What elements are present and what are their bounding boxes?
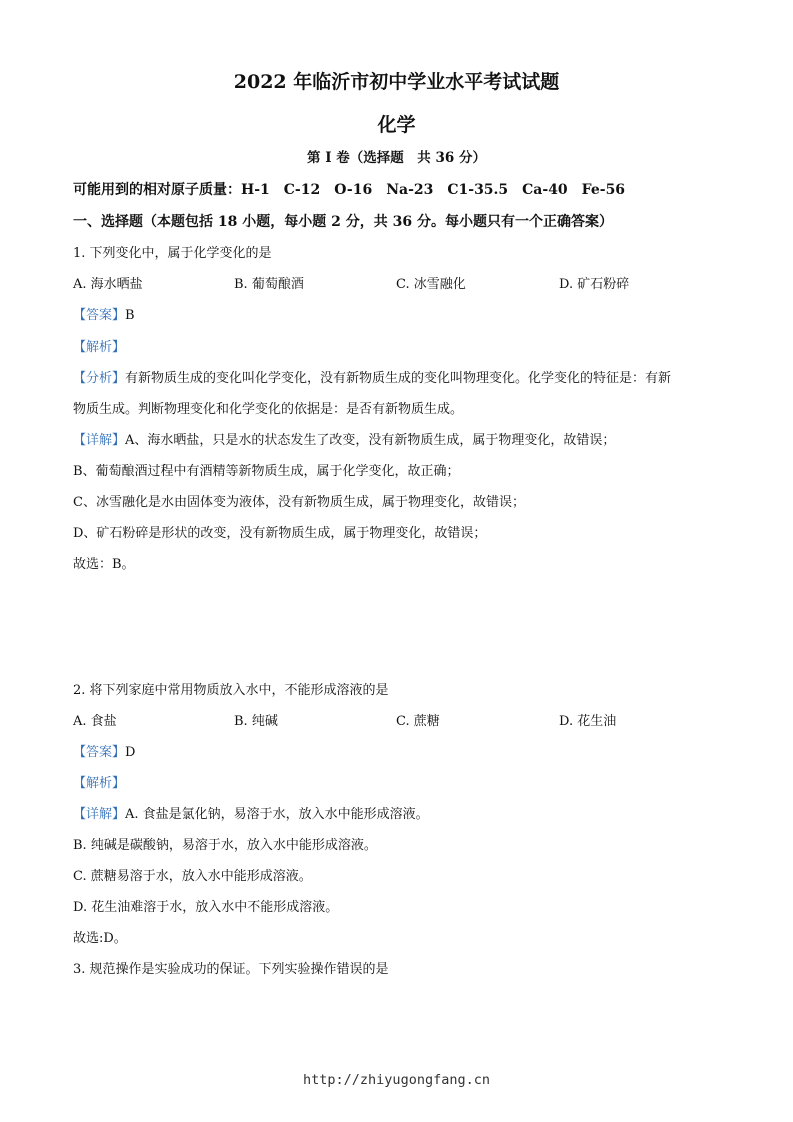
detail-label: 【详解】 (73, 433, 126, 448)
q1-detail-a: A、海水晒盐，只是水的状态发生了改变，没有新物质生成，属于物理变化，故错误； (125, 433, 616, 448)
answer-label: 【答案】 (73, 308, 126, 323)
answer-label: 【答案】 (73, 745, 126, 760)
q2-option-d: D. 花生油 (559, 714, 617, 729)
q2-answer-value: D (125, 745, 136, 760)
q1-detail-b: B、葡萄酿酒过程中有酒精等新物质生成，属于化学变化，故正确； (73, 464, 460, 479)
q2-detail-d: D. 花生油难溶于水，放入水中不能形成溶液。 (73, 900, 339, 915)
q1-answer-value: B (125, 308, 135, 323)
exam-title: 2022 年临沂市初中学业水平考试试题 (233, 71, 560, 93)
q2-detail-a: A. 食盐是氯化钠，易溶于水，放入水中能形成溶液。 (125, 807, 429, 822)
q1-analysis-label: 【解析】 (73, 340, 126, 355)
q1-fenxi-line-1 (73, 372, 671, 385)
q1-fenxi-line-2: 物质生成。判断物理变化和化学变化的依据是：是否有新物质生成。 (73, 402, 464, 417)
section-heading: 一、选择题（本题包括 18 小题，每小题 2 分，共 36 分。每小题只有一个正确答案） (73, 214, 613, 230)
q2-conclusion: 故选:D。 (73, 931, 127, 946)
q1-option-c: C. 冰雪融化 (396, 277, 466, 292)
q1-conclusion: 故选：B。 (73, 557, 135, 572)
q2-option-c: C. 蔗糖 (396, 714, 440, 729)
subject-title: 化学 (377, 114, 416, 136)
q1-detail-a-line (73, 434, 615, 447)
q2-option-b: B. 纯碱 (234, 714, 278, 729)
q1-option-a: A. 海水晒盐 (73, 277, 143, 292)
footer-url: http://zhiyugongfang.cn (303, 1072, 490, 1088)
q2-answer-line (73, 746, 135, 759)
q1-stem: 1. 下列变化中，属于化学变化的是 (73, 246, 272, 261)
q2-detail-a-line (73, 808, 429, 821)
q2-analysis-label: 【解析】 (73, 776, 126, 791)
q1-detail-c: C、冰雪融化是水由固体变为液体，没有新物质生成，属于物理变化，故错误； (73, 495, 525, 510)
atomic-masses: 可能用到的相对原子质量：H-1 C-12 O-16 Na-23 C1-35.5 Ca-40 Fe-56 (73, 182, 626, 198)
volume-heading: 第 I 卷（选择题 共 36 分） (307, 150, 486, 166)
q2-detail-c: C. 蔗糖易溶于水，放入水中能形成溶液。 (73, 869, 312, 884)
q1-fenxi-text-1: 有新物质生成的变化叫化学变化，没有新物质生成的变化叫物理变化。化学变化的特征是：有新 (125, 371, 672, 386)
q2-option-a: A. 食盐 (73, 714, 117, 729)
fenxi-label: 【分析】 (73, 371, 126, 386)
q1-detail-d: D、矿石粉碎是形状的改变，没有新物质生成，属于物理变化，故错误； (73, 526, 487, 541)
q1-option-d: D. 矿石粉碎 (559, 277, 630, 292)
q3-stem: 3. 规范操作是实验成功的保证。下列实验操作错误的是 (73, 962, 389, 977)
q1-answer-line (73, 309, 135, 322)
detail-label: 【详解】 (73, 807, 126, 822)
q1-option-b: B. 葡萄酿酒 (234, 277, 304, 292)
q2-detail-b: B. 纯碱是碳酸钠，易溶于水，放入水中能形成溶液。 (73, 838, 377, 853)
q2-stem: 2. 将下列家庭中常用物质放入水中，不能形成溶液的是 (73, 683, 389, 698)
